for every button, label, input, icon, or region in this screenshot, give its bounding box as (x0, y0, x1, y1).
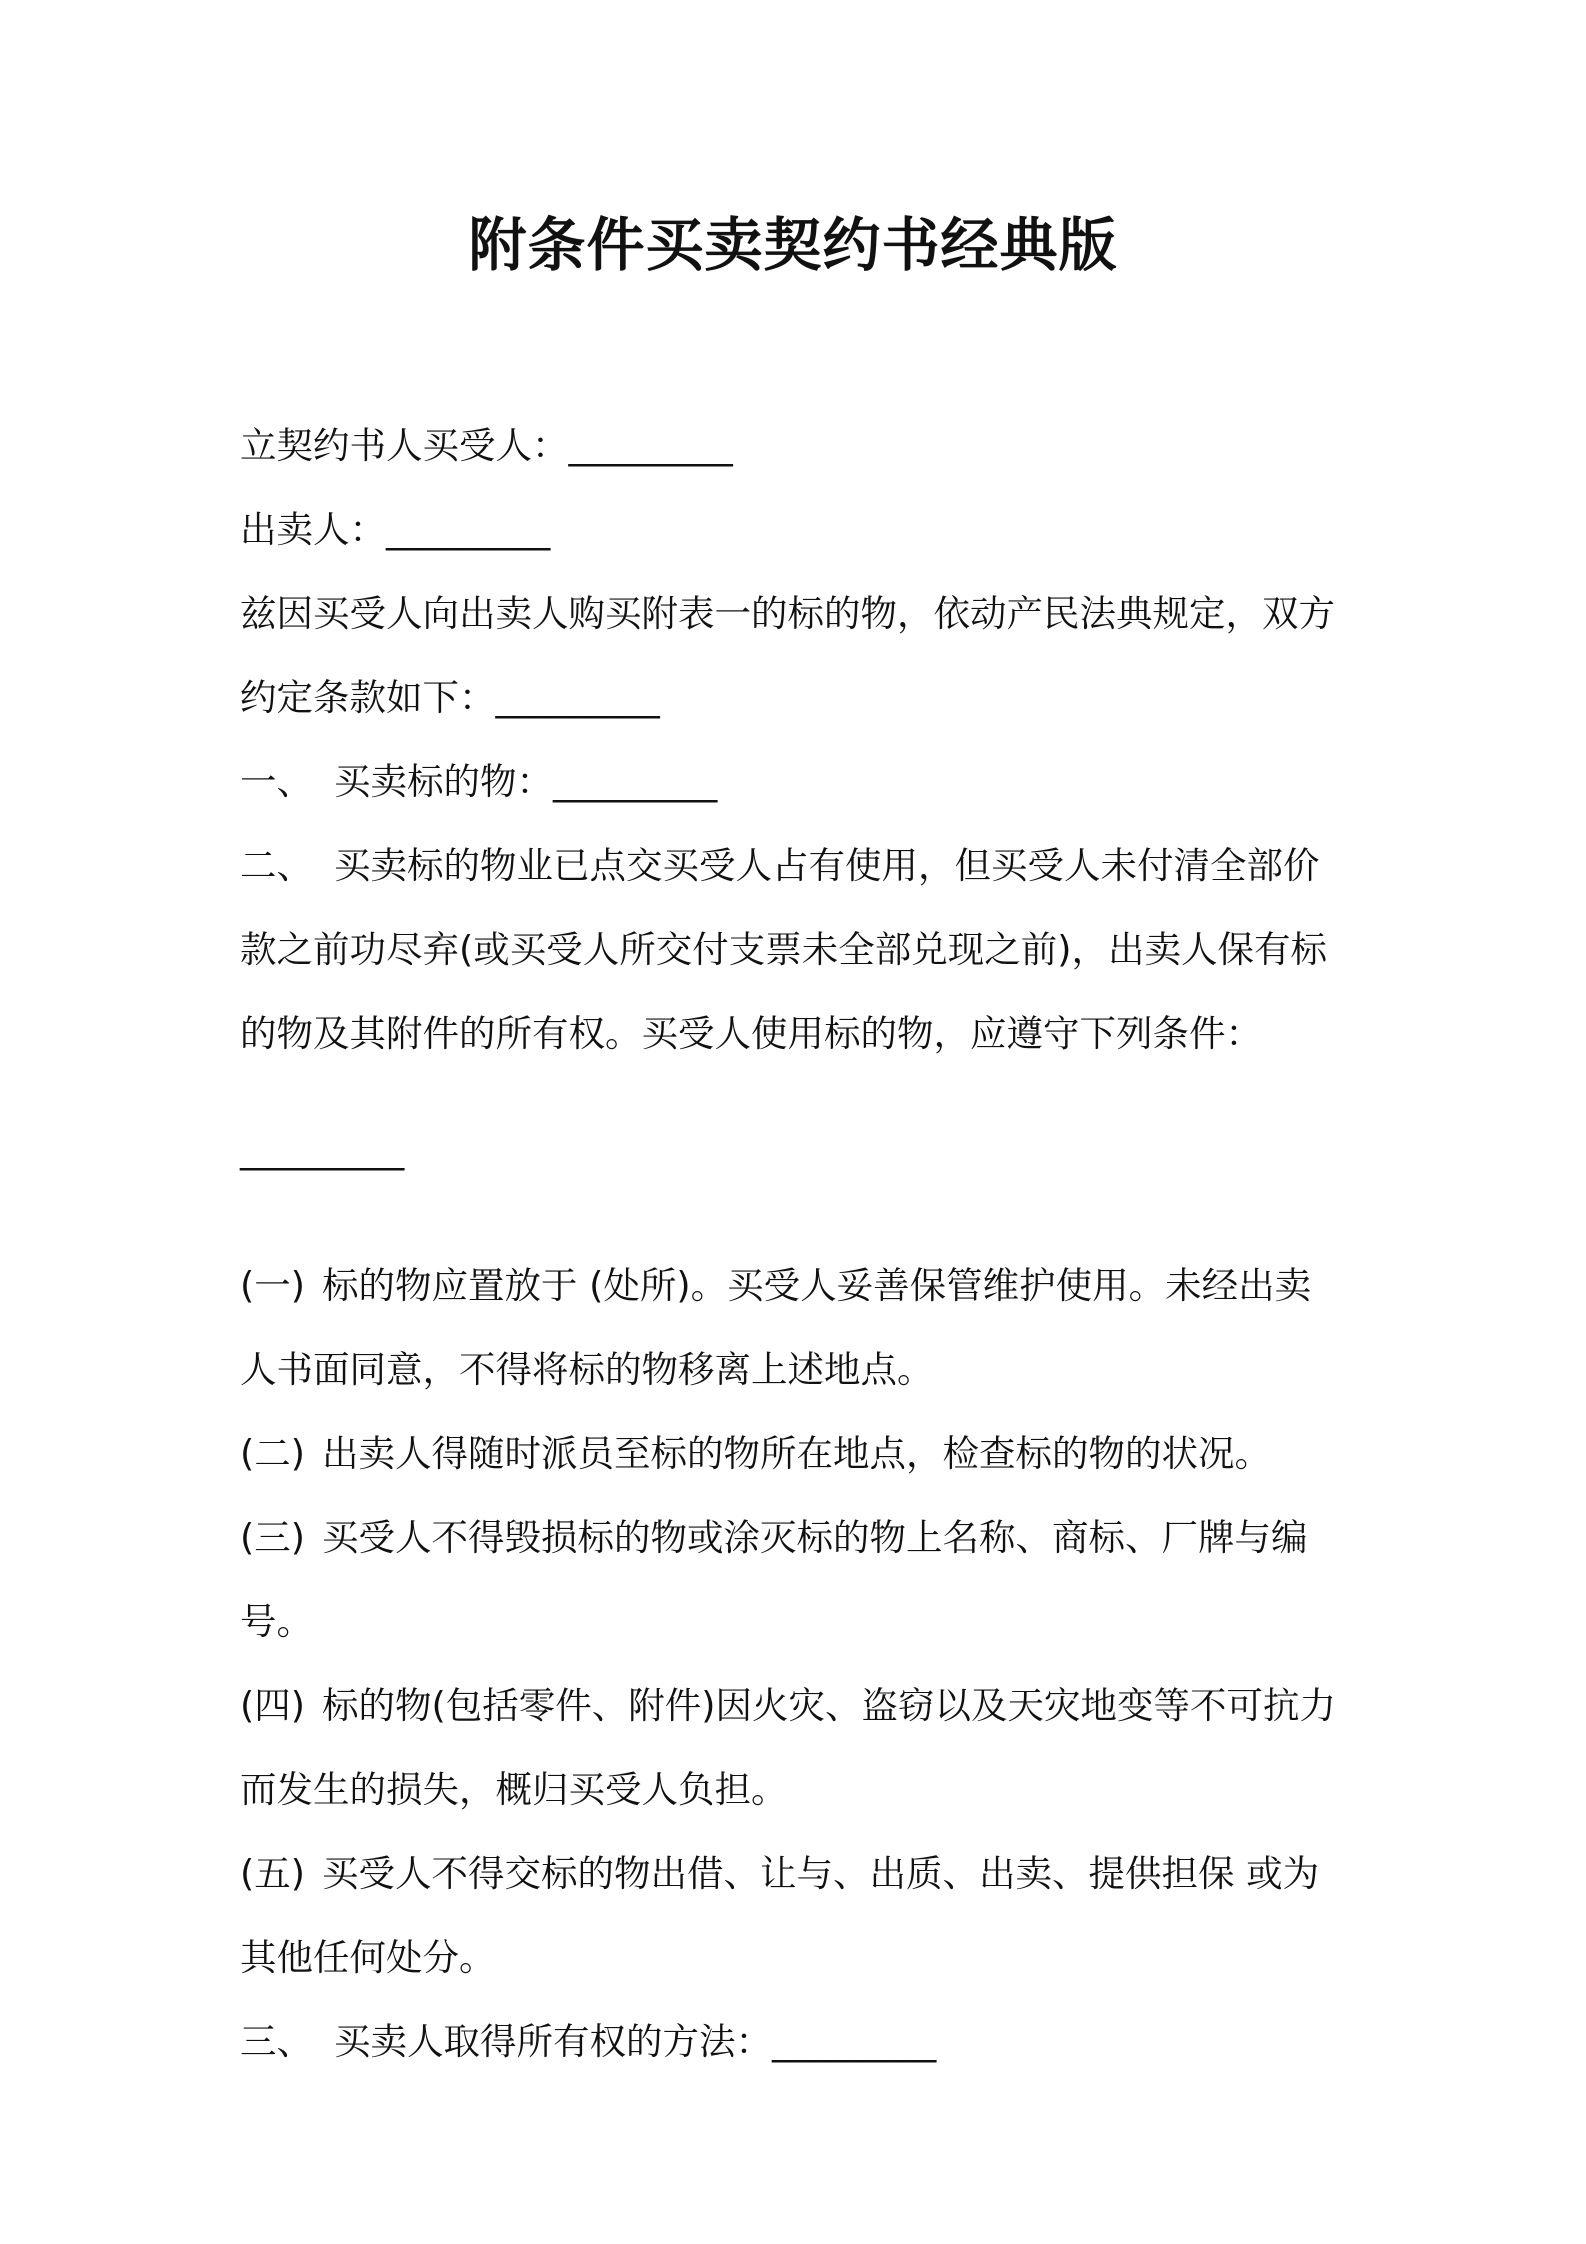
condition-3 (240, 1496, 1360, 1580)
line-text: 约定条款如下：_________ (240, 676, 660, 719)
line-seller (240, 488, 1360, 572)
line-text: 标的物(包括零件、附件)因火灾、盗窃以及天灾地变等不可抗力 (322, 1684, 1336, 1727)
line-text: 买受人不得交标的物出借、让与、出质、出卖、提供担保 或为 (322, 1852, 1320, 1895)
condition-1-cont (240, 1328, 1360, 1412)
condition-marker: (一) (240, 1264, 305, 1307)
line-text: 兹因买受人向出卖人购买附表一的标的物，依动产民法典规定，双方 (240, 592, 1335, 635)
line-text: 买卖人取得所有权的方法：_________ (334, 2020, 937, 2063)
condition-marker: (三) (240, 1516, 305, 1559)
document-body (240, 404, 1360, 2084)
line-text: 的物及其附件的所有权。买受人使用标的物，应遵守下列条件： (240, 1012, 1262, 1055)
line-text: 出卖人得随时派员至标的物所在地点，检查标的物的状况。 (322, 1432, 1271, 1475)
clause-2-cont-2 (240, 992, 1360, 1076)
line-text: 人书面同意，不得将标的物移离上述地点。 (240, 1348, 934, 1391)
line-buyer (240, 404, 1360, 488)
line-text: 款之前功尽弃(或买受人所交付支票未全部兑现之前)，出卖人保有标 (240, 928, 1327, 971)
line-text: 立契约书人买受人：_________ (240, 424, 733, 467)
condition-4 (240, 1664, 1360, 1748)
line-text: 其他任何处分。 (240, 1936, 496, 1979)
line-text: 买受人不得毁损标的物或涂灭标的物上名称、商标、厂牌与编 (322, 1516, 1308, 1559)
line-text: 买卖标的物：_________ (334, 760, 718, 803)
clause-marker: 三、 (240, 2020, 313, 2063)
clause-2-cont-1 (240, 908, 1360, 992)
condition-5 (240, 1832, 1360, 1916)
condition-marker: (四) (240, 1684, 305, 1727)
line-text: 出卖人：_________ (240, 508, 551, 551)
line-preamble-1 (240, 572, 1360, 656)
condition-5-cont (240, 1916, 1360, 2000)
clause-marker: 一、 (240, 760, 313, 803)
line-text: 而发生的损失，概归买受人负担。 (240, 1768, 788, 1811)
line-text: 买卖标的物业已点交买受人占有使用，但买受人未付清全部价 (334, 844, 1320, 887)
clause-3 (240, 2000, 1360, 2084)
line-text: _________ (240, 1128, 405, 1171)
line-preamble-2 (240, 656, 1360, 740)
clause-marker: 二、 (240, 844, 313, 887)
condition-marker: (二) (240, 1432, 305, 1475)
clause-2-blank (240, 1108, 1360, 1192)
condition-marker: (五) (240, 1852, 305, 1895)
condition-1 (240, 1244, 1360, 1328)
line-text: 标的物应置放于 (处所)。买受人妥善保管维护使用。未经出卖 (322, 1264, 1312, 1307)
clause-1 (240, 740, 1360, 824)
condition-2 (240, 1412, 1360, 1496)
line-text: 号。 (240, 1600, 313, 1643)
clause-2 (240, 824, 1360, 908)
condition-4-cont (240, 1748, 1360, 1832)
document-title: 附条件买卖契约书经典版 (468, 211, 1118, 279)
condition-3-cont (240, 1580, 1360, 1664)
